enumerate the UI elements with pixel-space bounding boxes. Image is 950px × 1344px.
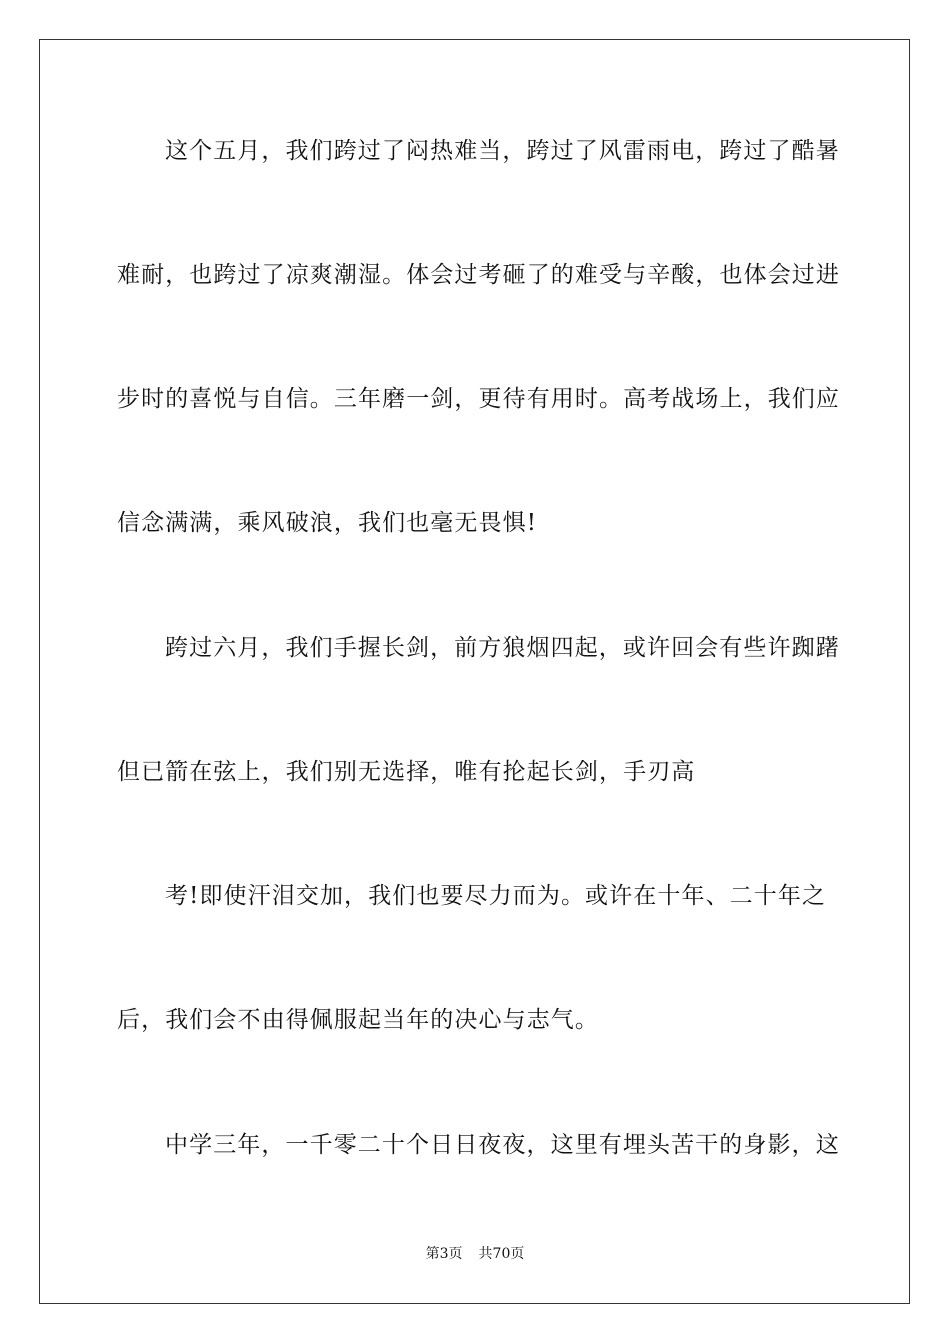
text-line-1: 这个五月，我们跨过了闷热难当，跨过了风雷雨电，跨过了酷暑: [165, 138, 840, 164]
text-line-7: 考!即使汗泪交加，我们也要尽力而为。或许在十年、二十年之: [165, 883, 827, 909]
page-frame: [39, 39, 910, 1304]
text-line-6: 但已箭在弦上，我们别无选择，唯有抡起长剑，手刃高: [117, 759, 696, 785]
text-line-4: 信念满满，乘风破浪，我们也毫无畏惧!: [117, 510, 538, 536]
page-footer: [0, 1244, 950, 1264]
text-line-3: 步时的喜悦与自信。三年磨一剑，更待有用时。高考战场上，我们应: [117, 386, 840, 412]
text-line-8: 后，我们会不由得佩服起当年的决心与志气。: [117, 1007, 599, 1033]
text-line-2: 难耐，也跨过了凉爽潮湿。体会过考砸了的难受与辛酸，也体会过进: [117, 262, 840, 288]
text-line-9: 中学三年，一千零二十个日日夜夜，这里有埋头苦干的身影，这: [165, 1132, 840, 1158]
page-total: 共70页: [478, 1246, 525, 1262]
page-number: 第3页: [425, 1246, 463, 1262]
text-line-5: 跨过六月，我们手握长剑，前方狼烟四起，或许回会有些许踟躇: [165, 635, 840, 661]
